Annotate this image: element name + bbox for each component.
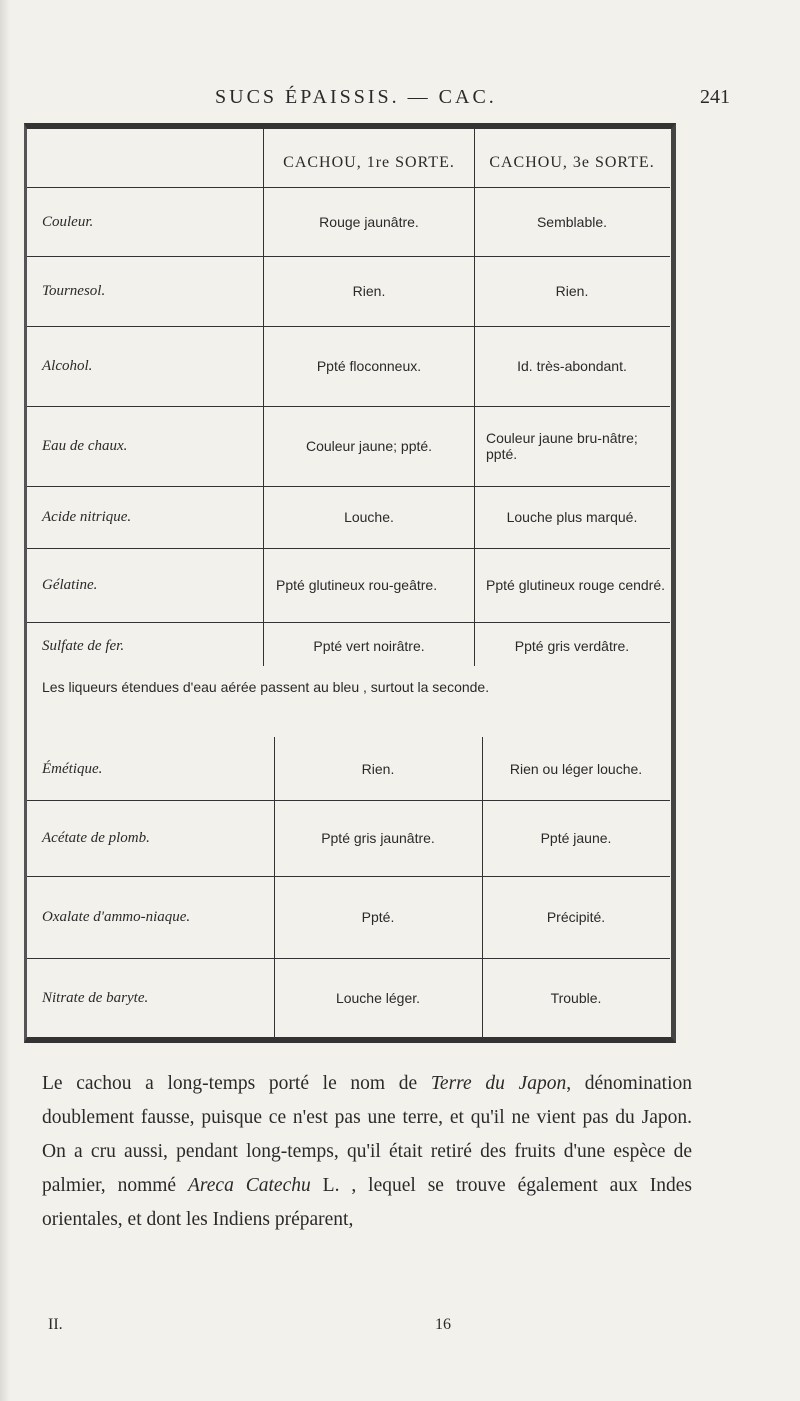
running-title: SUCS ÉPAISSIS. — CAC. — [215, 86, 497, 108]
row-divider — [27, 622, 670, 623]
column-divider — [274, 737, 275, 1037]
table-note: Les liqueurs étendues d'eau aérée passent au bleu , surtout la seconde. — [42, 679, 490, 695]
running-head — [0, 86, 800, 116]
cell-couleur-1: Rouge jaunâtre. — [319, 214, 419, 230]
paragraph-text: L. , lequel se trouve également aux Indes orientales, et dont les Indiens préparent, — [42, 1174, 692, 1230]
volume-signature: II. — [48, 1316, 63, 1333]
row-label-alcohol: Alcohol. — [42, 357, 93, 374]
row-label-tournesol: Tournesol. — [42, 282, 106, 299]
row-divider — [27, 876, 670, 877]
body-paragraph — [42, 1067, 692, 1237]
cell-couleur-3: Semblable. — [536, 214, 608, 230]
cell-acetate-de-plomb-1: Ppté gris jaunâtre. — [321, 830, 435, 846]
cell-sulfate-de-fer-3: Ppté gris verdâtre. — [514, 638, 630, 654]
page-footer — [0, 1316, 800, 1338]
row-label-couleur: Couleur. — [42, 213, 94, 230]
cell-nitrate-de-baryte-1: Louche léger. — [335, 990, 421, 1006]
cell-oxalate-3: Précipité. — [546, 909, 606, 925]
row-label-acide-nitrique: Acide nitrique. — [42, 508, 132, 525]
row-divider — [27, 800, 670, 801]
column-divider — [474, 126, 475, 666]
cell-gelatine-3: Ppté glutineux rouge cendré. — [486, 577, 666, 593]
cell-acide-nitrique-3: Louche plus marqué. — [506, 509, 638, 525]
row-label-nitrate-de-baryte: Nitrate de baryte. — [42, 989, 149, 1006]
cell-alcohol-1: Ppté floconneux. — [316, 358, 422, 374]
row-divider — [27, 548, 670, 549]
row-label-eau-de-chaux: Eau de chaux. — [42, 437, 128, 454]
column-divider — [482, 737, 483, 1037]
row-divider — [27, 256, 670, 257]
emphasis-areca-catechu: Areca Catechu — [187, 1174, 311, 1196]
row-divider — [27, 326, 670, 327]
cell-acide-nitrique-1: Louche. — [344, 509, 394, 525]
page-number: 241 — [700, 86, 730, 108]
row-label-acetate-de-plomb: Acétate de plomb. — [42, 829, 150, 846]
cell-acetate-de-plomb-3: Ppté jaune. — [540, 830, 612, 846]
column-header-sorte-3: CACHOU, 3e SORTE. — [489, 154, 655, 171]
row-label-sulfate-de-fer: Sulfate de fer. — [42, 637, 125, 654]
page-edge — [0, 0, 10, 1401]
row-divider — [27, 486, 670, 487]
row-label-oxalate-d-ammoniaque: Oxalate d'ammo-niaque. — [42, 908, 191, 925]
row-divider — [27, 187, 670, 188]
row-divider — [27, 406, 670, 407]
paragraph-text: , dénomination doublement fausse, puisque ce n'est pas une terre, et qu'il ne vient pas du Japon. On a cru aussi, pendant long-temps, qu'il était retiré des fruits d'une espèce de palmier, nommé — [42, 1072, 692, 1196]
cell-tournesol-1: Rien. — [352, 283, 386, 299]
cell-gelatine-1: Ppté glutineux rou-geâtre. — [276, 577, 438, 593]
emphasis-terre-du-japon: Terre du Japon — [430, 1072, 567, 1094]
sheet-number: 16 — [435, 1316, 451, 1333]
cell-emetique-1: Rien. — [361, 761, 395, 777]
cell-nitrate-de-baryte-3: Trouble. — [550, 990, 602, 1006]
column-divider — [263, 126, 264, 666]
column-header-sorte-1: CACHOU, 1re SORTE. — [283, 154, 455, 171]
cell-tournesol-3: Rien. — [555, 283, 589, 299]
cell-alcohol-3: Id. très-abondant. — [517, 358, 627, 374]
paragraph-text: Le cachou a long-temps porté le nom de — [42, 1072, 431, 1094]
row-divider — [27, 958, 670, 959]
row-label-gelatine: Gélatine. — [42, 576, 98, 593]
cell-emetique-3: Rien ou léger louche. — [509, 761, 643, 777]
row-label-emetique: Émétique. — [42, 760, 103, 777]
cell-oxalate-1: Ppté. — [361, 909, 395, 925]
cell-sulfate-de-fer-1: Ppté vert noirâtre. — [313, 638, 425, 654]
cell-eau-de-chaux-3: Couleur jaune bru-nâtre; ppté. — [486, 430, 638, 462]
cell-eau-de-chaux-1: Couleur jaune; ppté. — [305, 438, 433, 454]
